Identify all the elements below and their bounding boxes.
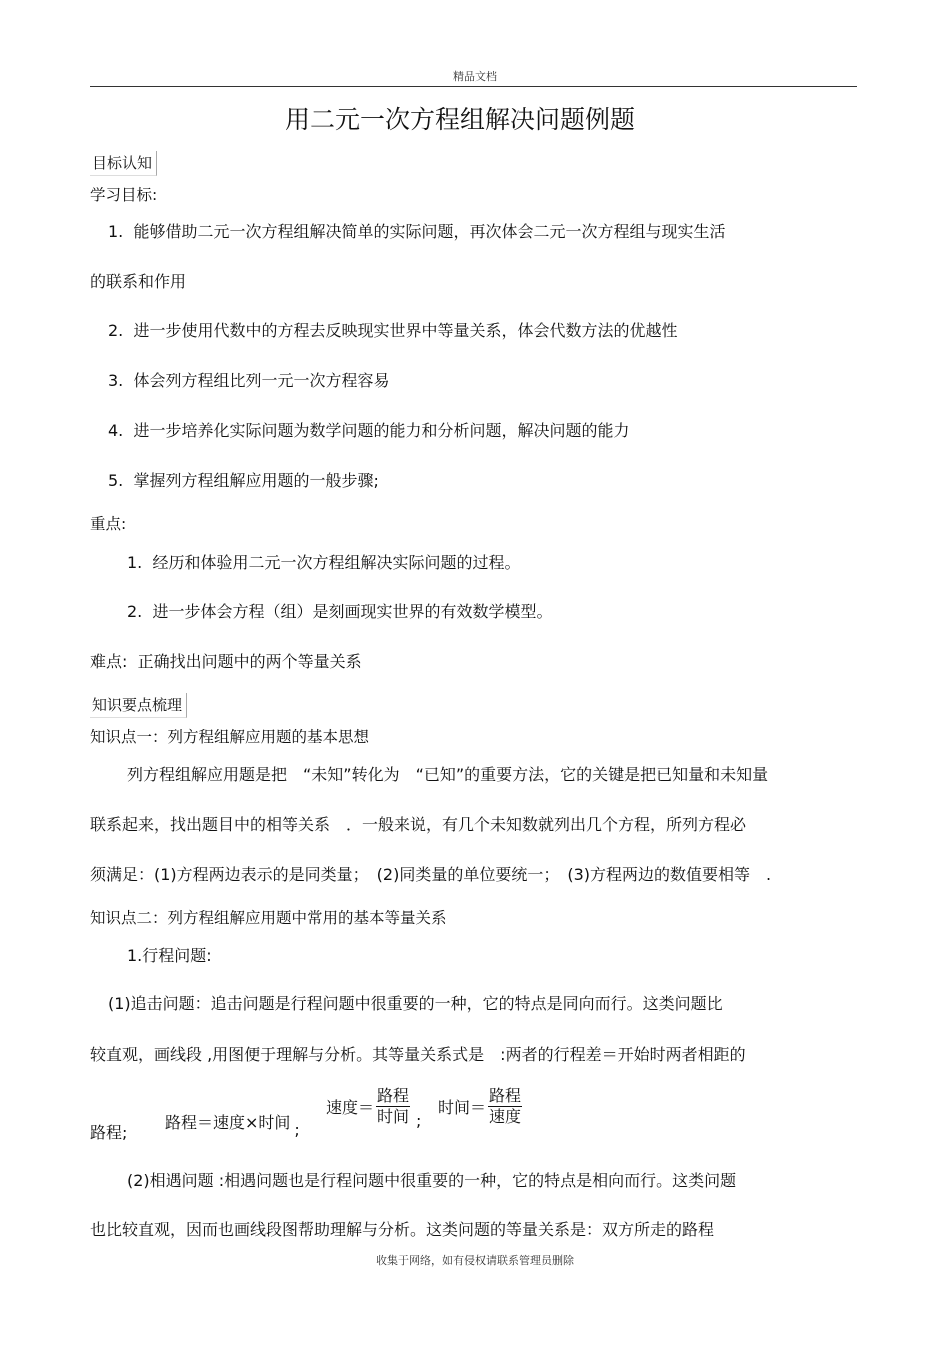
goal-number: 3. [108,371,124,390]
goals-label: 学习目标: [90,186,158,204]
fraction-denominator: 速度 [489,1107,522,1126]
goal-item-4 [108,418,629,441]
knowledge-point-1-line-3: 须满足：(1)方程两边表示的是同类量； (2)同类量的单位要统一； (3)方程两边的数值要相等 . [90,865,772,884]
chase-problem-line-2: 较直观，画线段 ,用图便于理解与分析。其等量关系式是 :两者的行程差＝开始时两者相距的 [90,1045,746,1064]
key-point-2 [127,599,552,622]
goal-number: 4. [108,421,124,440]
meet-problem-line-1: (2)相遇问题 :相遇问题也是行程问题中很重要的一种，它的特点是相向而行。这类问题 [127,1171,737,1190]
page-header: 精品文档 [453,70,497,83]
difficulty-text: 正确找出问题中的两个等量关系 [137,652,362,671]
formula-distance [165,1110,300,1139]
formula-time-lhs: 时间＝ [438,1098,487,1117]
goal-text: 进一步使用代数中的方程去反映现实世界中等量关系，体会代数方法的优越性 [133,321,678,340]
key-point-number: 2. [127,602,143,621]
goal-number: 5. [108,471,124,490]
section-heading-knowledge: 知识要点梳理 [90,693,187,718]
meet-problem-line-2: 也比较直观，因而也画线段图帮助理解与分析。这类问题的等量关系是：双方所走的路程 [90,1220,715,1239]
formula-time [438,1087,522,1126]
formula-separator: ; [416,1111,422,1130]
formula-speed-lhs: 速度＝ [326,1098,375,1117]
formula-speed [326,1086,422,1130]
goal-item-5 [108,468,379,491]
key-points-label: 重点: [90,515,127,533]
formula-time-fraction [488,1087,522,1126]
difficulty-line [90,649,362,672]
header-divider [90,86,857,87]
goal-text: 体会列方程组比列一元一次方程容易 [133,371,390,390]
fraction-denominator: 时间 [377,1107,410,1126]
chase-problem-line-1: (1)追击问题：追击问题是行程问题中很重要的一种，它的特点是同向而行。这类问题比 [108,994,723,1013]
formula-distance-text: 路程＝速度×时间 [165,1113,291,1132]
knowledge-point-2-title: 知识点二：列方程组解应用题中常用的基本等量关系 [90,909,447,927]
knowledge-point-1-title: 知识点一：列方程组解应用题的基本思想 [90,728,370,746]
document-title: 用二元一次方程组解决问题例题 [284,105,635,134]
goal-item-3 [108,368,389,391]
goal-text: 进一步培养化实际问题为数学问题的能力和分析问题，解决问题的能力 [133,421,630,440]
goal-text: 掌握列方程组解应用题的一般步骤; [133,471,379,490]
goal-item-2 [108,318,677,341]
fraction-numerator: 路程 [489,1086,522,1105]
section-heading-goals: 目标认知 [90,151,157,176]
formula-speed-fraction [376,1087,410,1126]
knowledge-point-1-line-1: 列方程组解应用题是把 “未知”转化为 “已知”的重要方法，它的关键是把已知量和未知量 [127,765,769,784]
key-point-number: 1. [127,553,143,572]
key-point-text: 进一步体会方程（组）是刻画现实世界的有效数学模型。 [152,602,553,621]
travel-problem-title: 1.行程问题: [127,946,212,965]
goal-item-1-cont: 的联系和作用 [90,272,187,291]
page-footer: 收集于网络，如有侵权请联系管理员删除 [376,1254,574,1267]
knowledge-point-1-line-2: 联系起来，找出题目中的相等关系 ．一般来说，有几个未知数就列出几个方程，所列方程必 [90,815,747,834]
goal-number: 2. [108,321,124,340]
key-point-1 [127,550,520,573]
goal-text: 能够借助二元一次方程组解决简单的实际问题，再次体会二元一次方程组与现实生活 [133,222,726,241]
formula-separator: ; [294,1120,300,1139]
goal-number: 1. [108,222,124,241]
key-point-text: 经历和体验用二元一次方程组解决实际问题的过程。 [152,553,521,572]
chase-problem-line-3: 路程; [90,1123,128,1142]
difficulty-label: 难点: [90,652,128,671]
goal-item-1 [108,219,725,242]
fraction-numerator: 路程 [377,1086,410,1105]
